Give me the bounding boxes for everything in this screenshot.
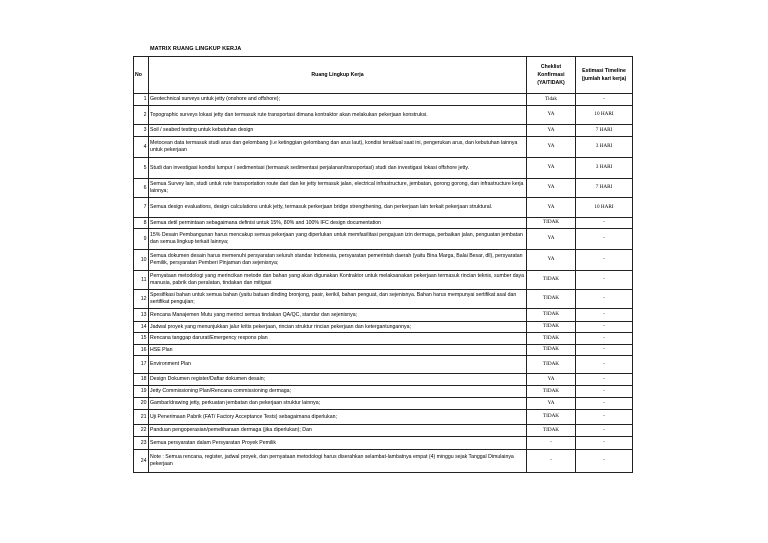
- row-scope-text: Metocean data termasuk studi arus dan gelombang (i.e ketinggian gelombang dan arus laut), kondisi teraktual saat ini, pengerukan arus, dan kebutuhan lainnya untuk pekerjaan: [149, 136, 527, 158]
- row-checklist-value: YA: [527, 198, 576, 218]
- row-checklist-value: TIDAK: [527, 356, 576, 374]
- row-checklist-value: TIDAK: [527, 309, 576, 322]
- row-number: 3: [134, 125, 149, 137]
- row-scope-text: Rencana Manajemen Mutu yang merinci semua tindakan QA/QC, standar dan sejenisnya;: [149, 309, 527, 322]
- table-row: [134, 105, 633, 125]
- row-scope-text: Spesifikasi bahan untuk semua bahan (yaitu batuan dinding bronjong, pasir, kerikil, bahan penguat, dan sejenisnya. Bahan harus mempunyai sertifikat asal dan sertifikat pengujian;: [149, 289, 527, 309]
- row-scope-text: Jetty Commissioning Plan/Rencana commissioning dermaga;: [149, 386, 527, 398]
- row-estimate-value: 10 HARI: [576, 198, 633, 218]
- row-scope-text: Environment Plan: [149, 356, 527, 374]
- header-checklist-line-1: Cheklist: [540, 64, 562, 70]
- table-row: [134, 449, 633, 473]
- row-estimate-value: 7 HARI: [576, 125, 633, 137]
- table-row: [134, 125, 633, 137]
- scope-matrix-table: [133, 56, 633, 473]
- row-checklist-value: TIDAK: [527, 217, 576, 229]
- row-checklist-value: TIDAK: [527, 424, 576, 437]
- row-scope-text: Panduan pengoperasian/pemeliharaan dermaga (jika diperlukan); Dan: [149, 424, 527, 437]
- row-checklist-value: YA: [527, 136, 576, 158]
- row-checklist-value: YA: [527, 249, 576, 271]
- row-number: 6: [134, 178, 149, 198]
- table-row: [134, 309, 633, 322]
- row-scope-text: Studi dan investigasi kondisi lumpur / sedimentasi (termasuk sedimentasi perjalanan/transportasi) studi dan investigasi lokasi offshore jetty.: [149, 158, 527, 179]
- row-scope-text: Geotechnical surveys untuk jetty (onshore and offshore);: [149, 94, 527, 106]
- row-scope-text: Pernyataan metodologi yang merincikan metode dan bahan yang akan digunakan Kontraktor untuk melaksanakan pekerjaan termasuk rincian teknis, sumber daya manusia, pabrik dan peralatan, tindakan dan mitigasi: [149, 271, 527, 290]
- row-checklist-value: YA: [527, 397, 576, 410]
- table-row: [134, 321, 633, 333]
- document-title: MATRIX RUANG LINGKUP KERJA: [150, 46, 242, 52]
- row-number: 11: [134, 271, 149, 290]
- table-row: [134, 289, 633, 309]
- row-checklist-value: YA: [527, 158, 576, 179]
- header-scope: Ruang Lingkup Kerja: [149, 57, 527, 94]
- row-checklist-value: YA: [527, 178, 576, 198]
- table-row: [134, 373, 633, 386]
- row-estimate-value: 3 HARI: [576, 158, 633, 179]
- row-number: 17: [134, 356, 149, 374]
- header-estimate: [576, 57, 633, 94]
- table-row: [134, 198, 633, 218]
- table-row: [134, 437, 633, 450]
- row-estimate-value: -: [576, 373, 633, 386]
- row-number: 4: [134, 136, 149, 158]
- table-row: [134, 136, 633, 158]
- row-scope-text: Topographic surveys lokasi jetty dan termasuk rute transportasi dimana kontraktor akan melakukan pekerjaan konstruksi.: [149, 105, 527, 125]
- table-row: [134, 94, 633, 106]
- table-header-row: [134, 57, 633, 94]
- row-estimate-value: -: [576, 289, 633, 309]
- table-row: [134, 271, 633, 290]
- table-row: [134, 410, 633, 425]
- row-number: 18: [134, 373, 149, 386]
- row-estimate-value: -: [576, 356, 633, 374]
- row-number: 15: [134, 333, 149, 345]
- row-estimate-value: -: [576, 410, 633, 425]
- header-checklist-line-3: (YA/TIDAK): [537, 80, 565, 86]
- row-number: 14: [134, 321, 149, 333]
- row-number: 24: [134, 449, 149, 473]
- header-checklist-line-2: Konfirmasi: [537, 72, 565, 78]
- row-estimate-value: -: [576, 344, 633, 356]
- row-estimate-value: 10 HARI: [576, 105, 633, 125]
- row-number: 23: [134, 437, 149, 450]
- row-scope-text: Semua persyaratan dalam Persyaratan Proyek Pemilik: [149, 437, 527, 450]
- row-checklist-value: -: [527, 437, 576, 450]
- row-number: 10: [134, 249, 149, 271]
- table-row: [134, 249, 633, 271]
- row-estimate-value: -: [576, 449, 633, 473]
- row-scope-text: Semua detil permintaan sebagaimana definisi untuk 15%, 80% and 100% IFC design documentation: [149, 217, 527, 229]
- row-scope-text: Rencana tanggap darurat/Emergency respons plan: [149, 333, 527, 345]
- row-estimate-value: -: [576, 333, 633, 345]
- row-scope-text: Semua design evaluations, design calculations untuk jetty, termasuk perkerjaan bridge strengthening, dan perkerjaan lain terkait pekerjaan struktural.: [149, 198, 527, 218]
- row-checklist-value: -: [527, 449, 576, 473]
- row-scope-text: Semua dokumen desain harus memenuhi persyaratan seluruh standar Indonesia, persyaratan pemerintah daerah (yaitu Bina Marga, Balai Besar, dll), persyaratan Pemilik, persyaratan Pemberi Pinjaman dan sejenisnya;: [149, 249, 527, 271]
- row-checklist-value: TIDAK: [527, 333, 576, 345]
- row-estimate-value: -: [576, 271, 633, 290]
- row-number: 21: [134, 410, 149, 425]
- row-estimate-value: -: [576, 249, 633, 271]
- row-number: 9: [134, 229, 149, 250]
- row-number: 13: [134, 309, 149, 322]
- row-number: 20: [134, 397, 149, 410]
- table-row: [134, 356, 633, 374]
- row-checklist-value: YA: [527, 105, 576, 125]
- row-checklist-value: YA: [527, 373, 576, 386]
- row-estimate-value: -: [576, 94, 633, 106]
- row-scope-text: Note : Semua rencana, register, jadwal proyek, dan pernyataan metodologi harus diserahkan selambat-lambatnya empat (4) minggu sejak Tanggal Dimulainya pekerjaan: [149, 449, 527, 473]
- row-number: 5: [134, 158, 149, 179]
- row-estimate-value: -: [576, 309, 633, 322]
- row-number: 22: [134, 424, 149, 437]
- row-checklist-value: YA: [527, 125, 576, 137]
- header-estimate-line-2: (jumlah kari kerja): [581, 76, 627, 82]
- row-checklist-value: TIDAK: [527, 321, 576, 333]
- row-checklist-value: YA: [527, 229, 576, 250]
- table-row: [134, 217, 633, 229]
- row-estimate-value: -: [576, 229, 633, 250]
- row-checklist-value: TIDAK: [527, 386, 576, 398]
- table-row: [134, 386, 633, 398]
- row-estimate-value: -: [576, 437, 633, 450]
- row-checklist-value: TIDAK: [527, 410, 576, 425]
- row-checklist-value: TIDAK: [527, 289, 576, 309]
- row-number: 16: [134, 344, 149, 356]
- row-number: 1: [134, 94, 149, 106]
- row-estimate-value: -: [576, 397, 633, 410]
- row-scope-text: Soil / seabed testing untuk kebutuhan design: [149, 125, 527, 137]
- table-row: [134, 344, 633, 356]
- row-scope-text: Gambar/drawing jetty, perkuatan jembatan dan pekerjaan struktur lainnya;: [149, 397, 527, 410]
- row-number: 7: [134, 198, 149, 218]
- row-scope-text: Design Dokumen register/Daftar dokumen desain;: [149, 373, 527, 386]
- row-scope-text: Uji Penerimaan Pabrik (FAT/ Factory Acceptance Tests) sebagaimana diperlukan;: [149, 410, 527, 425]
- header-estimate-line-1: Estimasi Timeline: [582, 68, 626, 74]
- table-row: [134, 158, 633, 179]
- row-number: 12: [134, 289, 149, 309]
- header-checklist: [527, 57, 576, 94]
- table-row: [134, 229, 633, 250]
- row-scope-text: 15% Desain Pembangunan harus mencakup semua pekerjaan yang diperlukan untuk memfasilitasi pengajuan izin dermaga, perbaikan jalan, penguatan jembatan dan semua lingkup terkait lainnya;: [149, 229, 527, 250]
- row-checklist-value: TIDAK: [527, 271, 576, 290]
- header-no: No: [134, 57, 149, 94]
- row-estimate-value: 3 HARI: [576, 136, 633, 158]
- table-row: [134, 333, 633, 345]
- row-number: 2: [134, 105, 149, 125]
- row-checklist-value: Tidak: [527, 94, 576, 106]
- row-scope-text: HSE Plan: [149, 344, 527, 356]
- row-estimate-value: -: [576, 386, 633, 398]
- row-number: 19: [134, 386, 149, 398]
- table-row: [134, 397, 633, 410]
- row-checklist-value: TIDAK: [527, 344, 576, 356]
- row-scope-text: Semua Survey lain, studi untuk rute transportation route dari dan ke jetty termasuk jalan, electrical infrastructure, jembatan, gorong gorong, dan infrastructure kerja lainnya;: [149, 178, 527, 198]
- row-estimate-value: -: [576, 321, 633, 333]
- row-estimate-value: 7 HARI: [576, 178, 633, 198]
- row-scope-text: Jadwal proyek yang menunjukkan jalur kritis pekerjaan, rincian struktur rincian pekerjaan dan ketergantungannya;: [149, 321, 527, 333]
- row-estimate-value: -: [576, 217, 633, 229]
- row-estimate-value: -: [576, 424, 633, 437]
- table-row: [134, 178, 633, 198]
- row-number: 8: [134, 217, 149, 229]
- table-row: [134, 424, 633, 437]
